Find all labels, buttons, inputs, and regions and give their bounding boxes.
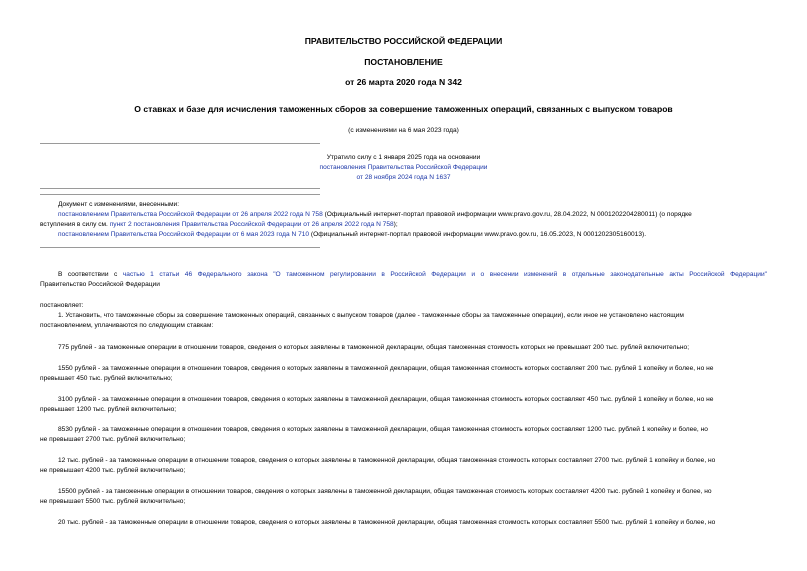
amendment-item-1-cont — [40, 221, 398, 229]
rate-item-5-line2: не превышает 4200 тыс. рублей включительно; — [40, 467, 186, 474]
revision-note: (с изменениями на 6 мая 2023 года) — [348, 127, 459, 134]
amendment-link-1b[interactable]: пункт 2 постановления Правительства Российской Федерации от 26 апреля 2022 года N 758 — [109, 221, 394, 228]
rate-item-2-line1: 1550 рублей - за таможенные операции в отношении товаров, сведения о которых заявлены в таможенной декларации, общая таможенная стоимость которых составляет 200 тыс. рублей 1 копейку и более, но не — [58, 365, 714, 372]
basis-paragraph-line2: Правительство Российской Федерации — [40, 281, 160, 288]
separator-line — [40, 247, 320, 248]
issuer-heading: ПРАВИТЕЛЬСТВО РОССИЙСКОЙ ФЕДЕРАЦИИ — [304, 36, 503, 46]
separator-line — [40, 188, 320, 189]
amendment-cont-text: вступления в силу см. — [40, 221, 110, 228]
amendments-intro: Документ с изменениями, внесенными: — [58, 201, 180, 208]
basis-prefix: В соответствии с — [58, 271, 123, 278]
amendment-item-2 — [58, 231, 646, 239]
paragraph-1-line1: 1. Установить, что таможенные сборы за совершение таможенных операций, связанных с выпуском товаров (далее - таможенные сборы за таможенные операции), если иное не установлено настоящим — [58, 312, 684, 319]
amendment-link-1[interactable]: постановлением Правительства Российской Федерации от 26 апреля 2022 года N 758 — [58, 211, 323, 218]
rate-item-7-line1: 20 тыс. рублей - за таможенные операции в отношении товаров, сведения о которых заявлены в таможенной декларации, общая таможенная стоимость которых составляет 5500 тыс. рублей 1 копейку и более, но — [58, 519, 716, 526]
rate-item-2-line2: превышает 450 тыс. рублей включительно; — [40, 375, 173, 382]
separator-line — [40, 194, 320, 195]
rate-item-1: 775 рублей - за таможенные операции в отношении товаров, сведения о которых заявлены в таможенной декларации, общая таможенная стоимость которых не превышает 200 тыс. рублей включительно; — [58, 344, 690, 351]
basis-link[interactable]: частью 1 статьи 46 Федерального закона "О таможенном регулировании в Российской Федерации и о внесении изменений в отдельные законодательные акты Российской Федерации" — [122, 271, 768, 278]
doc-type-heading: ПОСТАНОВЛЕНИЕ — [364, 57, 443, 67]
amendment-item-1 — [58, 211, 692, 219]
rate-item-4-line2: не превышает 2700 тыс. рублей включительно; — [40, 436, 186, 443]
date-number-heading: от 26 марта 2020 года N 342 — [345, 77, 462, 87]
separator-line — [40, 143, 320, 144]
rate-item-6-line2: не превышает 5500 тыс. рублей включительно; — [40, 498, 186, 505]
status-link-line2[interactable]: от 28 ноября 2024 года N 1637 — [356, 174, 451, 181]
rate-item-4-line1: 8530 рублей - за таможенные операции в отношении товаров, сведения о которых заявлены в таможенной декларации, общая таможенная стоимость которых составляет 1200 тыс. рублей 1 копейку и более, но — [58, 426, 708, 433]
rate-item-6-line1: 15500 рублей - за таможенные операции в отношении товаров, сведения о которых заявлены в таможенной декларации, общая таможенная стоимость которых составляет 4200 тыс. рублей 1 копейку и более, но — [58, 488, 712, 495]
amendment-link-2[interactable]: постановлением Правительства Российской Федерации от 6 мая 2023 года N 710 — [58, 231, 310, 238]
basis-paragraph-line1 — [40, 270, 767, 280]
status-link-line1[interactable]: постановления Правительства Российской Федерации — [319, 164, 488, 171]
paragraph-1-line2: постановлением, уплачиваются по следующим ставкам: — [40, 322, 214, 329]
document-title: О ставках и базе для исчисления таможенных сборов за совершение таможенных операций, связанных с выпуском товаров — [134, 104, 673, 114]
amendment-text-1: (Официальный интернет-портал правовой информации www.pravo.gov.ru, 28.04.2022, N 0001202204280011) (о порядке — [322, 211, 692, 218]
decides-text: постановляет: — [40, 302, 84, 309]
rate-item-3-line2: превышает 1200 тыс. рублей включительно; — [40, 406, 177, 413]
amendment-text-2: (Официальный интернет-портал правовой информации www.pravo.gov.ru, 16.05.2023, N 0001202305160013). — [309, 231, 647, 238]
rate-item-3-line1: 3100 рублей - за таможенные операции в отношении товаров, сведения о которых заявлены в таможенной декларации, общая таможенная стоимость которых составляет 450 тыс. рублей 1 копейку и более, но не — [58, 396, 714, 403]
amendment-end-text: ); — [393, 221, 398, 228]
rate-item-5-line1: 12 тыс. рублей - за таможенные операции в отношении товаров, сведения о которых заявлены в таможенной декларации, общая таможенная стоимость которых составляет 2700 тыс. рублей 1 копейку и более, но — [58, 457, 716, 464]
status-note: Утратило силу с 1 января 2025 года на основании — [326, 154, 481, 161]
